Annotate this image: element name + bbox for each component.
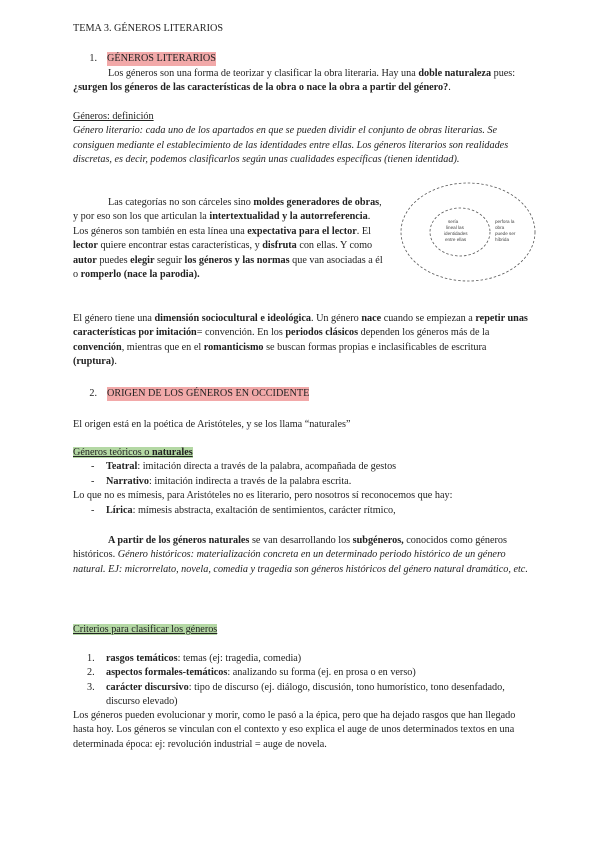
criteria-label: Criterios para clasificar los géneros: [73, 624, 218, 635]
definition-block: [73, 110, 528, 168]
genre-paragraph: El género tiene una dimensión sociocultural e ideológica. Un género nace cuando se empiezan a repetir unas características por imitación= convención. En los periodos clásicos dependen los géneros más de la convención, mientras que en el romanticismo se buscan formas propias e inclasificables de escritura (ruptura).: [73, 313, 528, 368]
inner-label-line: entre ellas: [445, 237, 467, 242]
inner-label-line: sería: [448, 219, 459, 224]
historical-genres-paragraph: A partir de los géneros naturales se van desarrollando los subgéneros, conocidos como géneros históricos. Género históricos: materialización concreta en un determinado periodo histórico de un género natural. EJ: microrrelato, novela, comedia y tragedia son géneros históricos del género natural dramático, etc.: [73, 535, 528, 575]
natural-genres-label: Géneros teóricos o naturales: [73, 447, 193, 458]
categories-paragraph: Las categorías no son cárceles sino moldes generadores de obras, y por eso son los que articulan la intertextualidad y la autorreferencia. Los géneros son también en esta línea una expectativa para el lector. El lector quiere encontrar estas características, y disfruta con ellas. Y como autor puedes elegir seguir los géneros y las normas que van asociadas a él o romperlo (nace la parodia).: [73, 197, 383, 281]
criteria-block: [73, 623, 528, 637]
list-item: - Lírica: mímesis abstracta, exaltación de sentimientos, carácter rítmico,: [73, 504, 528, 518]
closing-paragraph: Los géneros pueden evolucionar y morir, como le pasó a la épica, pero que ha dejado rasgos que han llegado hasta hoy. Los géneros se vinculan con el contexto y eso explica el auge de unos determinados textos en una determinada época: ej: revolución industrial = auge de novela.: [73, 710, 516, 750]
list-item: - Narrativo: imitación indirecta a través de la palabra escrita.: [73, 475, 528, 489]
definition-text: Género literario: cada uno de los apartados en que se pueden dividir el conjunto de obras literarias. Se consiguen mediante el establecimiento de las identidades entre ellas. Los géneros literarios son realidades discretas, es decir, podemos clasificarlos según unas cualidades específicas (tienen identidad).: [73, 125, 509, 166]
section-2-intro: El origen está en la poética de Aristóteles, y se los llama “naturales”: [73, 419, 351, 430]
list-item: 2. aspectos formales-temáticos: analizando su forma (ej. en prosa o en verso): [87, 667, 416, 679]
section-2-title: ORIGEN DE LOS GÉNEROS EN OCCIDENTE: [107, 387, 309, 401]
mimesis-line: Lo que no es mímesis, para Aristóteles no es literario, pero nosotros sí reconocemos que hay:: [73, 490, 453, 502]
list-item: 3. carácter discursivo: tipo de discurso (ej. diálogo, discusión, tono humorístico, tono desenfadado, discurso elevado): [87, 681, 505, 708]
section-1-title: GÉNEROS LITERARIOS: [107, 52, 216, 66]
inner-label-line: lineal las: [446, 225, 464, 230]
outer-label-line: perfora la: [495, 219, 515, 224]
inner-label-line: identidades: [444, 231, 468, 236]
natural-genres-list: [73, 460, 528, 489]
definition-label: Géneros: definición: [73, 111, 154, 122]
list-item: - Teatral: imitación directa a través de la palabra, acompañada de gestos: [73, 460, 528, 474]
genre-circles-diagram: [398, 180, 538, 284]
section-1-heading: [73, 52, 528, 66]
document-title: TEMA 3. GÉNEROS LITERARIOS: [73, 23, 223, 34]
section-1-number: 1.: [89, 53, 97, 64]
section-2-heading: [73, 387, 528, 401]
outer-label-line: obra: [495, 225, 505, 230]
natural-genres-block: [73, 446, 528, 518]
list-item: 1. rasgos temáticos: temas (ej: tragedia, comedia): [87, 653, 302, 664]
section-2-number: 2.: [89, 388, 97, 399]
criteria-list: [73, 652, 528, 710]
section-1-intro: Los géneros son una forma de teorizar y clasificar la obra literaria. Hay una doble naturaleza pues: ¿surgen los géneros de las características de la obra o nace la obra a partir del género?.: [73, 68, 516, 94]
outer-label-line: puede ser: [495, 231, 516, 236]
outer-label-line: híbrida: [495, 237, 510, 242]
